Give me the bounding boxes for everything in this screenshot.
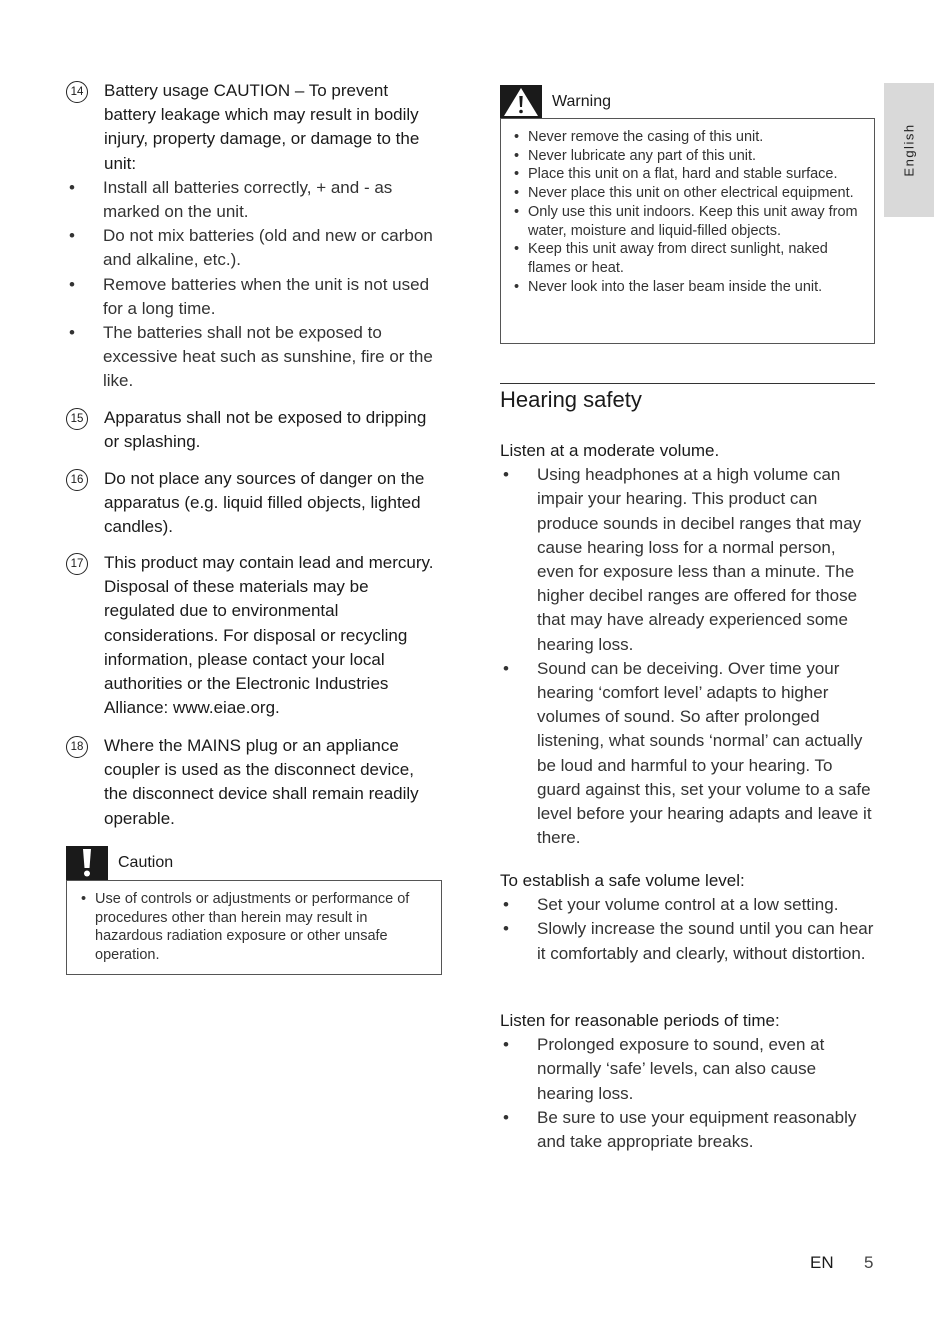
item-14 <box>66 79 440 394</box>
item-18 <box>66 734 440 831</box>
language-tab <box>884 83 934 217</box>
warning-header <box>500 85 611 119</box>
battery-bullets <box>66 176 440 394</box>
page-number: 5 <box>864 1253 874 1272</box>
section-divider <box>500 383 875 384</box>
item-text: Battery usage CAUTION – To prevent battery leakage which may result in bodily injury, property damage, or damage to the unit: <box>104 81 420 173</box>
list-item: • Never lubricate any part of this unit. <box>508 147 866 166</box>
list-item: • Only use this unit indoors. Keep this unit away from water, moisture and liquid-filled objects. <box>508 203 866 240</box>
list-item: • Use of controls or adjustments or performance of procedures other than herein may result in hazardous radiation exposure or other unsafe operation. <box>75 890 429 965</box>
group-moderate-volume <box>500 439 875 850</box>
item-16 <box>66 467 440 540</box>
list-item: • Keep this unit away from direct sunlight, naked flames or heat. <box>508 240 866 277</box>
warning-title: Warning <box>552 93 611 110</box>
list-item: • Place this unit on a flat, hard and stable surface. <box>508 165 866 184</box>
warning-box <box>500 118 875 344</box>
item-17 <box>66 551 440 720</box>
item-text: Do not place any sources of danger on the apparatus (e.g. liquid filled objects, lighted candles). <box>104 469 425 537</box>
list-item: • Never place this unit on other electrical equipment. <box>508 184 866 203</box>
group-heading: Listen for reasonable periods of time: <box>500 1011 780 1030</box>
list-item: • Do not mix batteries (old and new or carbon and alkaline, etc.). <box>66 224 440 272</box>
list-item: • Be sure to use your equipment reasonably and take appropriate breaks. <box>500 1106 875 1154</box>
item-text: Where the MAINS plug or an appliance coupler is used as the disconnect device, the disconnect device shall remain readily operable. <box>104 736 419 828</box>
footer-lang: EN <box>810 1253 834 1272</box>
group-safe-volume <box>500 869 875 966</box>
item-text: Apparatus shall not be exposed to dripping or splashing. <box>104 408 427 452</box>
list-item: • Set your volume control at a low setting. <box>500 893 875 917</box>
list-item: • The batteries shall not be exposed to excessive heat such as sunshine, fire or the like. <box>66 321 440 394</box>
list-item: • Remove batteries when the unit is not used for a long time. <box>66 273 440 321</box>
list-item: • Never look into the laser beam inside the unit. <box>508 278 866 297</box>
caution-title: Caution <box>118 854 174 871</box>
item-text: This product may contain lead and mercury. Disposal of these materials may be regulated due to environmental considerations. For disposal or recycling information, please contact your local authorities or the Electronic Industries Alliance: www.eiae.org. <box>104 553 434 718</box>
item-number: 15 <box>66 408 88 430</box>
group-heading: To establish a safe volume level: <box>500 871 745 890</box>
language-tab-label: English <box>901 123 917 177</box>
list-item: • Prolonged exposure to sound, even at normally ‘safe’ levels, can also cause hearing loss. <box>500 1033 875 1106</box>
item-number: 18 <box>66 736 88 758</box>
list-item: • Sound can be deceiving. Over time your hearing ‘comfort level’ adapts to higher volumes of sound. So after prolonged listening, what sounds ‘normal’ can actually be loud and harmful to your hearing. To guard against this, set your volume to a safe level before your hearing adapts and leave it there. <box>500 657 875 851</box>
item-number: 17 <box>66 553 88 575</box>
exclamation-icon <box>66 846 108 880</box>
item-number: 14 <box>66 81 88 103</box>
list-item: • Using headphones at a high volume can impair your hearing. This product can produce sounds in decibel ranges that may cause hearing loss for a normal person, even for exposure less than a minute. The higher decibel ranges are offered for those that may have already experienced some hearing loss. <box>500 463 875 657</box>
list-item: • Slowly increase the sound until you can hear it comfortably and clearly, without distortion. <box>500 917 875 965</box>
list-item: • Never remove the casing of this unit. <box>508 128 866 147</box>
list-item: • Install all batteries correctly, + and - as marked on the unit. <box>66 176 440 224</box>
warning-triangle-icon <box>500 85 542 119</box>
item-number: 16 <box>66 469 88 491</box>
group-reasonable-periods <box>500 1009 875 1154</box>
item-15 <box>66 406 440 454</box>
caution-header <box>66 846 173 880</box>
caution-box <box>66 880 442 975</box>
group-heading: Listen at a moderate volume. <box>500 441 720 460</box>
section-title: Hearing safety <box>500 387 642 412</box>
